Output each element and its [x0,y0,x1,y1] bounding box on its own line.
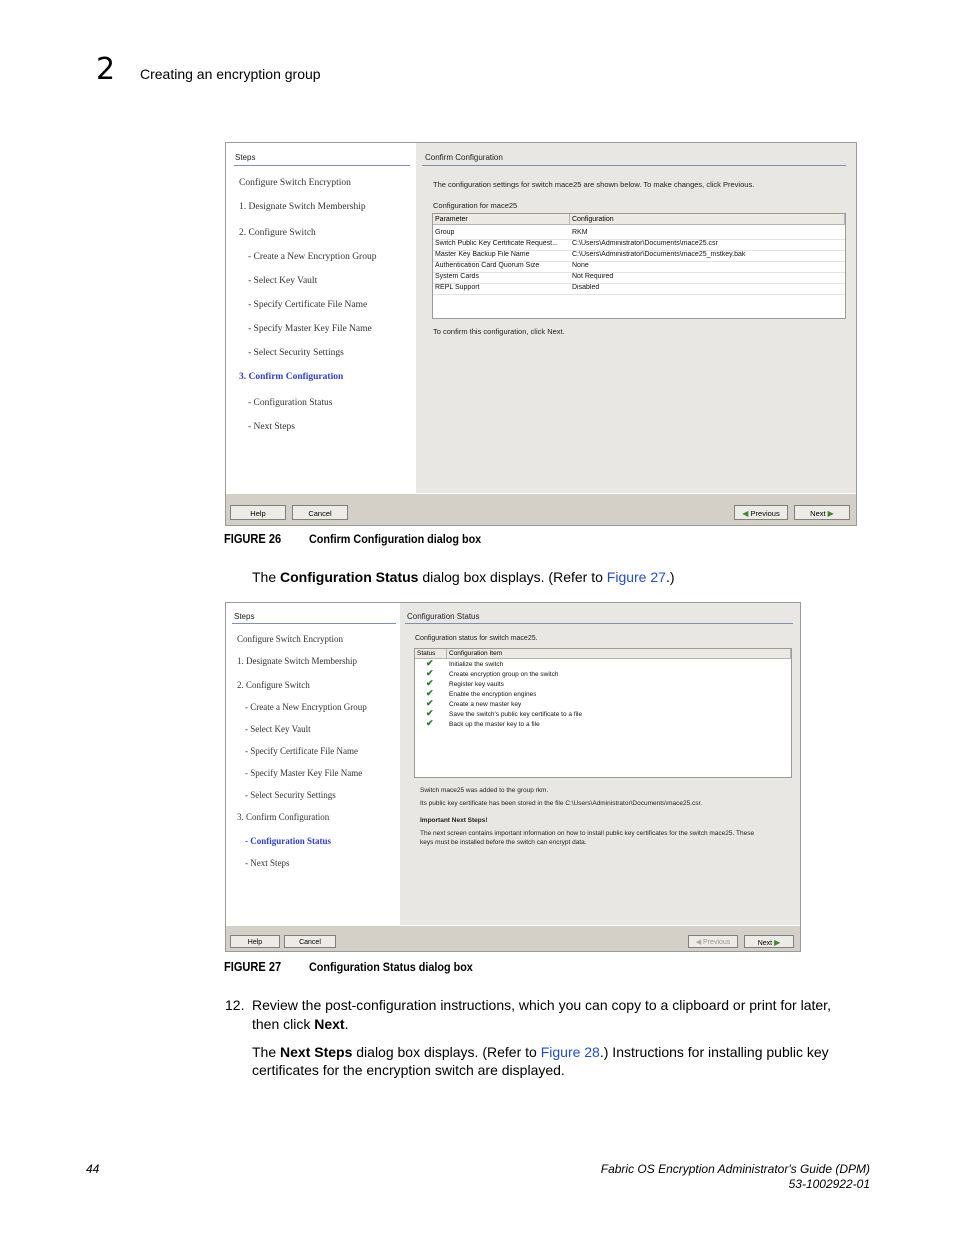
chapter-number: 2 [96,52,116,87]
table-cell: Master Key Backup File Name [435,251,530,258]
status-item: Back up the master key to a file [449,721,540,728]
intro-text: The configuration settings for switch mace25 are shown below. To make changes, click Previous. [433,180,755,189]
arrow-right-icon: ▶ [774,938,781,947]
content-panel [416,143,856,493]
column-header-status[interactable]: Status [415,649,447,659]
table-cell: REPL Support [435,284,480,291]
table-cell: C:\Users\Administrator\Documents\mace25.csr [572,240,718,247]
check-icon: ✔ [426,698,434,708]
step-specify-certificate-file: - Specify Certificate File Name [245,746,358,756]
step-designate-switch-membership: 1. Designate Switch Membership [237,656,357,666]
next-button[interactable]: Next ▶ [794,505,850,520]
step-number: 12. [225,997,245,1013]
document-title: Fabric OS Encryption Administrator's Guide (DPM) [600,1162,870,1176]
status-item: Register key vaults [449,681,504,688]
panel-title: Configuration Status [407,612,480,621]
message-added: Switch mace25 was added to the group rkm. [420,787,549,794]
next-button[interactable]: Next ▶ [744,935,794,948]
status-label: Configuration status for switch mace25. [415,635,538,642]
message-keys: keys must be installed before the switch can encrypt data. [420,839,587,846]
help-button[interactable]: Help [230,505,286,520]
step-configure-switch-encryption: Configure Switch Encryption [239,178,351,188]
confirm-text: To confirm this configuration, click Next. [433,327,565,336]
confirm-configuration-dialog [225,142,857,526]
paragraph-next-steps: The Next Steps dialog box displays. (Refer to Figure 28.) Instructions for installing public key [252,1044,829,1060]
arrow-left-icon: ◀ [742,509,749,518]
configuration-status-dialog [225,602,801,952]
check-icon: ✔ [426,678,434,688]
chapter-title: Creating an encryption group [140,66,321,82]
step-select-key-vault: - Select Key Vault [245,724,311,734]
step-designate-switch-membership: 1. Designate Switch Membership [239,202,366,212]
table-cell: Switch Public Key Certificate Request... [435,240,558,247]
figure-27-caption: Configuration Status dialog box [309,960,473,974]
arrow-left-icon: ◀ [695,939,702,946]
column-header-parameter[interactable]: Parameter [433,214,570,225]
table-cell: Group [435,229,455,236]
status-item: Create encryption group on the switch [449,671,559,678]
document-id: 53-1002922-01 [788,1177,870,1191]
configuration-table [432,213,846,319]
previous-button[interactable]: ◀ Previous [734,505,788,520]
column-header-configuration-item[interactable]: Configuration Item [447,649,791,659]
step-select-security-settings: - Select Security Settings [248,348,344,358]
step-configure-switch: 2. Configure Switch [239,228,316,238]
figure-27-link[interactable]: Figure 27 [606,569,666,585]
button-bar [226,493,856,526]
status-item: Create a new master key [449,701,522,708]
step-configure-switch-encryption: Configure Switch Encryption [237,634,343,644]
figure-27-label: FIGURE 27 [224,959,282,974]
button-bar [226,925,800,952]
step-specify-certificate-file: - Specify Certificate File Name [248,300,368,310]
check-icon: ✔ [426,708,434,718]
step-confirm-configuration: 3. Confirm Configuration [237,812,330,822]
table-cell: Authentication Card Quorum Size [435,262,540,269]
important-heading: Important Next Steps! [420,817,488,824]
panel-title: Confirm Configuration [425,153,503,162]
table-cell: RKM [572,229,588,236]
cancel-button[interactable]: Cancel [284,935,336,948]
figure-26-label: FIGURE 26 [224,531,282,546]
status-table [414,648,792,778]
step-configure-switch: 2. Configure Switch [237,680,310,690]
column-header-configuration[interactable]: Configuration [570,214,845,225]
paragraph-next-steps-line2: certificates for the encryption switch are displayed. [252,1062,565,1078]
help-button[interactable]: Help [230,935,280,948]
config-label: Configuration for mace25 [433,201,518,210]
steps-header: Steps [235,153,256,162]
check-icon: ✔ [426,668,434,678]
status-item: Save the switch's public key certificate to a file [449,711,583,718]
check-icon: ✔ [426,688,434,698]
page-number: 44 [86,1162,100,1176]
steps-panel [226,603,400,925]
step-select-security-settings: - Select Security Settings [245,790,336,800]
step-create-encryption-group: - Create a New Encryption Group [248,252,377,262]
table-cell: Not Required [572,273,614,280]
step-next-steps: - Next Steps [245,858,290,868]
content-panel [400,603,800,925]
step-create-encryption-group: - Create a New Encryption Group [245,702,367,712]
step-select-key-vault: - Select Key Vault [248,276,318,286]
figure-28-link[interactable]: Figure 28 [540,1044,600,1060]
step-confirm-configuration: 3. Confirm Configuration [239,372,344,382]
step-configuration-status: - Configuration Status [248,398,333,408]
table-cell: System Cards [435,273,479,280]
step-12-line2: then click Next. [252,1016,349,1032]
previous-button[interactable]: ◀ Previous [688,935,738,948]
step-specify-master-key-file: - Specify Master Key File Name [248,324,372,334]
step-configuration-status: - Configuration Status [245,836,332,846]
arrow-right-icon: ▶ [827,509,834,518]
steps-panel [226,143,416,493]
cancel-button[interactable]: Cancel [292,505,348,520]
table-cell: C:\Users\Administrator\Documents\mace25_mstkey.bak [572,251,746,258]
status-item: Initialize the switch [449,661,504,668]
table-cell: Disabled [572,284,600,291]
paragraph-configuration-status: The Configuration Status dialog box displays. (Refer to Figure 27.) [252,569,675,585]
status-item: Enable the encryption engines [449,691,537,698]
check-icon: ✔ [426,658,434,668]
step-12-line1: Review the post-configuration instructions, which you can copy to a clipboard or print for later, [252,997,831,1013]
step-next-steps: - Next Steps [248,422,295,432]
step-specify-master-key-file: - Specify Master Key File Name [245,768,363,778]
message-next-screen: The next screen contains important information on how to install public key certificates for the switch mace25. These [420,830,755,837]
table-cell: None [572,262,589,269]
figure-26-caption: Confirm Configuration dialog box [309,532,482,546]
steps-header: Steps [234,612,255,621]
message-certificate: Its public key certificate has been stored in the file C:\Users\Administrator\Documents\mace25.csr. [420,800,703,807]
check-icon: ✔ [426,718,434,728]
